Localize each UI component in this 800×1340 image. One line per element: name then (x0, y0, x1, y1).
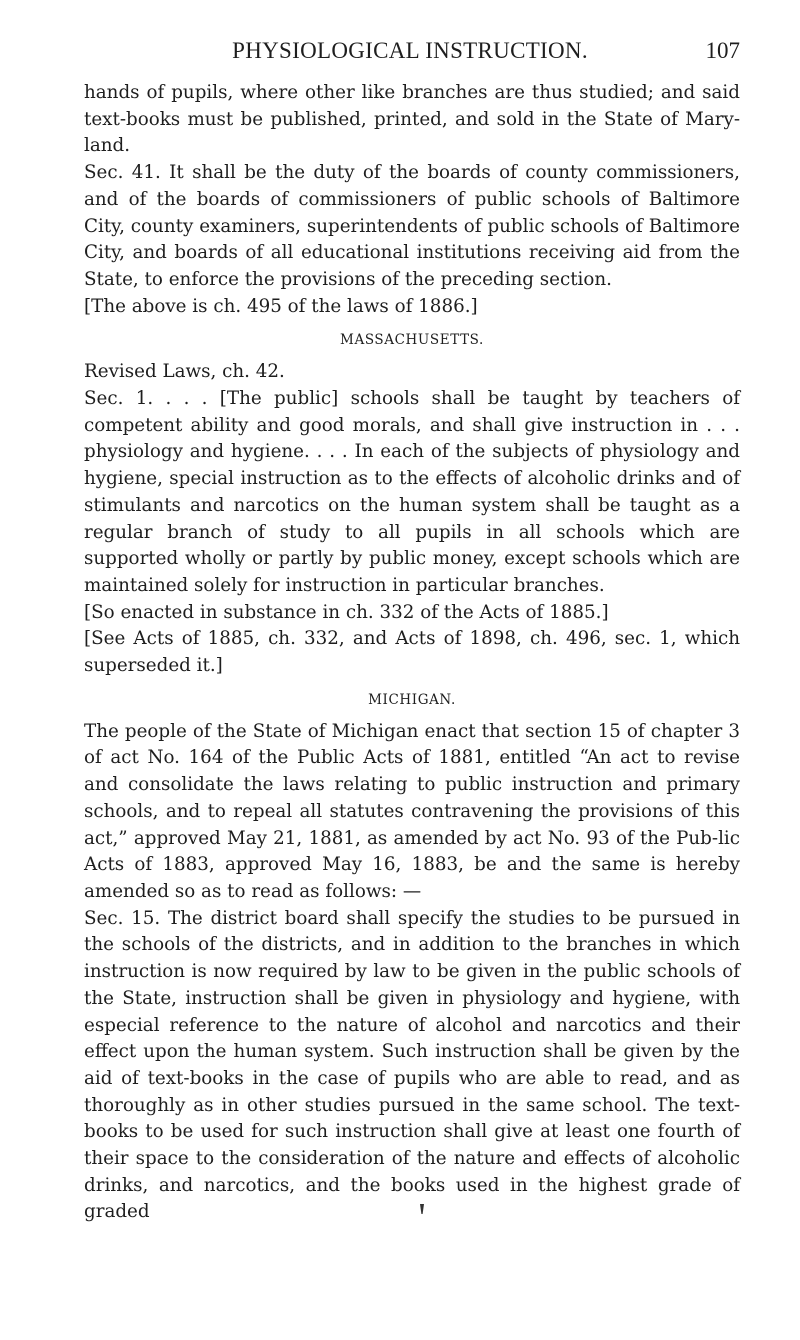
paragraph: Sec. 1. . . . [The public] schools shall be taught by teachers of competent ability and good morals, and shall give instruction in . . . physiology and hygiene. . . . In each of the subjects of physiology and hygiene, special instruction as to the effects of alcoholic drinks and of stimulants and narcotics on the human system shall be taught as a regular branch of study to all pupils in all schools which are supported wholly or partly by public money, except schools which are maintained solely for instruction in particular branches. (84, 388, 740, 596)
body-text (84, 80, 740, 1226)
bracket-note: [See Acts of 1885, ch. 332, and Acts of 1898, ch. 496, sec. 1, which superseded it.] (84, 628, 740, 677)
bracket-note: [So enacted in substance in ch. 332 of the Acts of 1885.] (84, 601, 609, 623)
paragraph: hands of pupils, where other like branches are thus studied; and said text-books must be published, printed, and sold in the State of Mary-land. (84, 82, 740, 157)
running-head (80, 33, 740, 69)
section-heading-michigan: MICHIGAN. (368, 691, 456, 708)
page-number: 107 (705, 38, 740, 63)
paragraph: Revised Laws, ch. 42. (84, 361, 285, 383)
printer-mark-icon (419, 1203, 425, 1215)
bracket-note: [The above is ch. 495 of the laws of 1886.] (84, 295, 478, 317)
paragraph: The people of the State of Michigan enact that section 15 of chapter 3 of act No. 164 of the Public Acts of 1881, entitled “An act to revise and consolidate the laws relating to public instruction and primary schools, and to repeal all statutes contravening the provisions of this act,” approved May 21, 1881, as amended by act No. 93 of the Pub-lic Acts of 1883, approved May 16, 1883, be and the same is hereby amended so as to read as follows: — (84, 720, 740, 902)
paragraph: Sec. 41. It shall be the duty of the boards of county commissioners, and of the boards of commissioners of public schools of Baltimore City, county examiners, superintendents of public schools of Baltimore City, and boards of all educational institutions receiving aid from the State, to enforce the provisions of the preceding section. (84, 162, 740, 290)
section-heading-massachusetts: MASSACHUSETTS. (340, 332, 484, 349)
page-title: PHYSIOLOGICAL INSTRUCTION. (232, 38, 588, 63)
paragraph: Sec. 15. The district board shall specify the studies to be pursued in the schools of the districts, and in addition to the branches in which instruction is now required by law to be given in the public schools of the State, instruction shall be given in physiology and hygiene, with especial reference to the nature of alcohol and narcotics and their effect upon the human system. Such instruction shall be given by the aid of text-books in the case of pupils who are able to read, and as thoroughly as in other studies pursued in the same school. The text-books to be used for such instruction shall give at least one fourth of their space to the consideration of the nature and effects of alcoholic drinks, and narcotics, and the books used in the highest grade of graded (84, 907, 740, 1223)
